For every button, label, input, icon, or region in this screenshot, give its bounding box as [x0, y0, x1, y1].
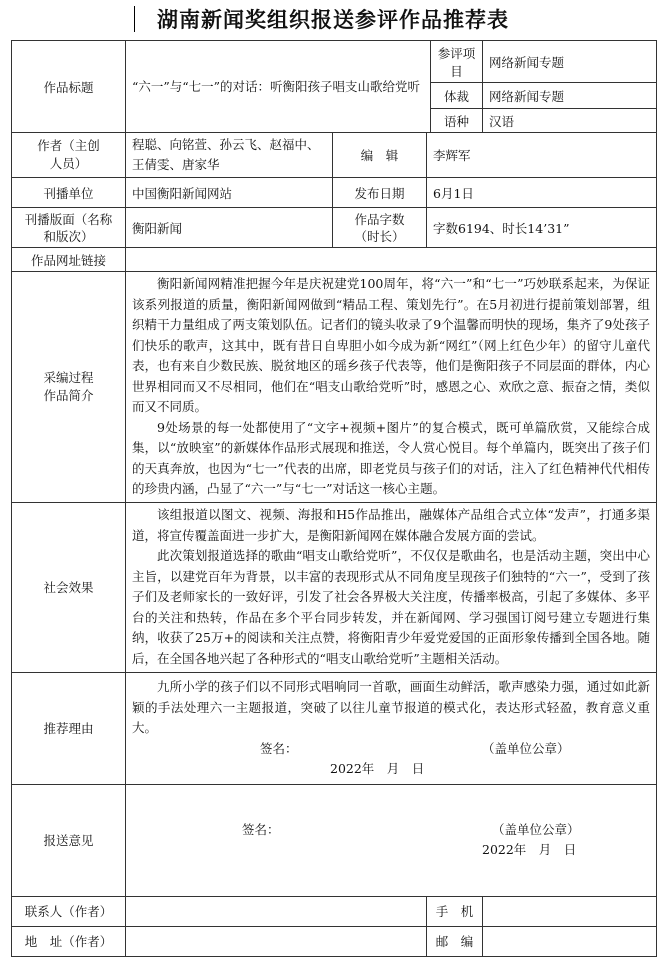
reason-label: 推荐理由	[12, 672, 126, 784]
section-label: 刊播版面（名称和版次）	[12, 208, 126, 248]
reason-date: 2022年 月 日	[330, 760, 425, 776]
contact-label: 联系人（作者）	[12, 896, 126, 926]
effect-value[interactable]	[126, 502, 657, 672]
effect-paragraph: 此次策划报道选择的歌曲“唱支山歌给党听”，不仅仅是歌曲名，也是活动主题，突出中心主旨，以建党百年为背景，以丰富的表现形式从不同角度呈现孩子们独特的“六一”，受到了孩子们及老师家长的一致好评，引发了社会各界极大关注度，传播率极高，引起了多媒体、多平台的关注和热转，作品在多个平台同步转发，并在新闻网、学习强国订阅号建立专题进行集纳，收获了25万+的阅读和关注点赞，将衡阳青少年爱党爱国的正面形象传播到全国各地。随后，在全国各地兴起了各种形式的“唱支山歌给党听”主题相关活动。	[132, 548, 651, 666]
process-value[interactable]	[126, 272, 657, 503]
phone-value[interactable]	[483, 896, 657, 926]
section-value[interactable]: 衡阳新闻	[126, 208, 333, 248]
publisher-value[interactable]: 中国衡阳新闻网站	[126, 178, 333, 208]
work-title-label: 作品标题	[12, 41, 126, 133]
genre-value[interactable]: 网络新闻专题	[483, 83, 657, 109]
url-label: 作品网址链接	[12, 248, 126, 272]
language-label: 语种	[431, 109, 483, 133]
effect-paragraph: 该组报道以图文、视频、海报和H5作品推出，融媒体产品组合式立体“发声”，打通多渠道，将宣传覆盖面进一步扩大，是衡阳新闻网在媒体融合发展方面的尝试。	[132, 507, 651, 543]
address-label: 地 址（作者）	[12, 926, 126, 956]
reason-seal-label: （盖单位公章）	[482, 740, 570, 756]
contact-value[interactable]	[126, 896, 427, 926]
effect-label: 社会效果	[12, 502, 126, 672]
editor-value[interactable]: 李辉军	[427, 133, 657, 178]
language-value[interactable]: 汉语	[483, 109, 657, 133]
submit-seal-label: （盖单位公章）	[492, 822, 580, 837]
wordcount-value[interactable]: 字数6194、时长14’31”	[427, 208, 657, 248]
process-label: 采编过程作品简介	[12, 272, 126, 503]
address-value[interactable]	[126, 926, 427, 956]
submit-signature-label: 签名：	[242, 822, 280, 837]
zip-value[interactable]	[483, 926, 657, 956]
author-label: 作者（主创人员）	[12, 133, 126, 178]
process-paragraph: 衡阳新闻网精准把握今年是庆祝建党100周年，将“六一”和“七一”巧妙联系起来，为保证该系列报道的质量，衡阳新闻网做到“精品工程、策划先行”。在5月初进行提前策划部署，组织精干力量组成了两支策划队伍。记者们的镜头收录了9个温馨而明快的现场，集齐了9处孩子们快乐的歌声，这其中，既有昔日自卑胆小如今成为新“网红”（网上红色少年）的留守儿童代表，也有来自少数民族、脱贫地区的瑶乡孩子代表等，他们是衡阳孩子不同层面的群体，内心世界相同而又不尽相同，他们在“唱支山歌给党听”时，感恩之心、欢欣之意、振奋之情，类似而又不同质。	[132, 276, 651, 414]
work-title-value[interactable]: “六一”与“七一”的对话：听衡阳孩子唱支山歌给党听	[126, 41, 431, 133]
reason-signature-label: 签名：	[260, 740, 298, 756]
category-value[interactable]: 网络新闻专题	[483, 41, 657, 83]
reason-paragraph: 九所小学的孩子们以不同形式唱响同一首歌，画面生动鲜活，歌声感染力强，通过如此新颖的手法处理六一主题报道，突破了以往儿童节报道的模式化，表达形式轻盈，教育意义重大。	[132, 679, 651, 736]
submit-date: 2022年 月 日	[482, 842, 577, 857]
date-label: 发布日期	[333, 178, 427, 208]
date-value[interactable]: 6月1日	[427, 178, 657, 208]
submit-value[interactable]	[126, 784, 657, 896]
author-value[interactable]: 程聪、向铭萱、孙云飞、赵福中、王倩雯、唐家华	[126, 133, 333, 178]
genre-label: 体裁	[431, 83, 483, 109]
document-title: 湖南新闻奖组织报送参评作品推荐表	[157, 8, 509, 32]
recommendation-form	[11, 40, 657, 957]
wordcount-label: 作品字数（时长）	[333, 208, 427, 248]
editor-label: 编 辑	[333, 133, 427, 178]
reason-value[interactable]	[126, 672, 657, 784]
zip-label: 邮 编	[427, 926, 483, 956]
publisher-label: 刊播单位	[12, 178, 126, 208]
category-label: 参评项目	[431, 41, 483, 83]
url-value[interactable]	[126, 248, 657, 272]
phone-label: 手 机	[427, 896, 483, 926]
text-cursor	[134, 6, 135, 32]
process-paragraph: 9处场景的每一处都使用了“文字+视频+图片”的复合模式，既可单篇欣赏，又能综合成集，以“放映室”的新媒体作品形式展现和推送，令人赏心悦目。每个单篇内，既突出了孩子们的天真奔放，也因为“七一”代表的出席，即老党员与孩子们的对话，注入了红色精神代代相传的珍贵内涵，凸显了“六一”与“七一”对话这一核心主题。	[132, 419, 651, 496]
submit-label: 报送意见	[12, 784, 126, 896]
